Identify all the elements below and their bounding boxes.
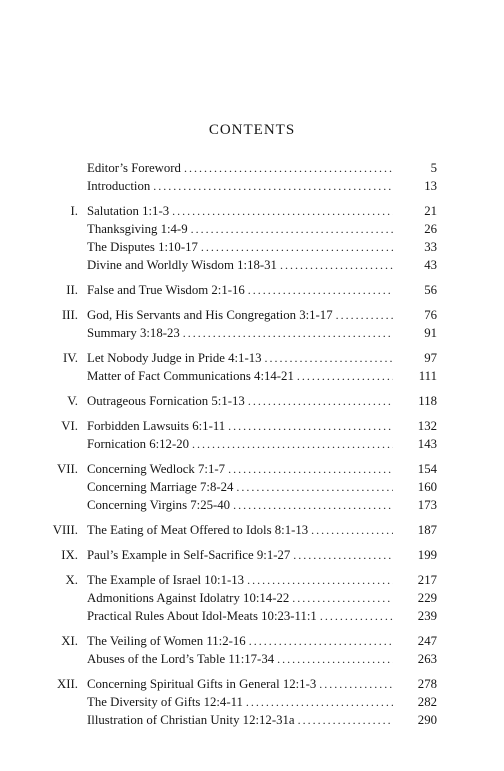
page-number: 143 — [393, 435, 437, 453]
toc-group — [0, 571, 504, 625]
dot-leader — [153, 177, 433, 195]
toc-entry-title: Outrageous Fornication 5:1-13 — [87, 394, 245, 408]
toc-entry-title: Let Nobody Judge in Pride 4:1-13 — [87, 351, 262, 365]
toc-entry — [0, 202, 504, 220]
chapter-numeral: II. — [66, 283, 78, 297]
page-number: 111 — [393, 367, 437, 385]
toc-entry-line — [87, 675, 433, 693]
page-number: 217 — [393, 571, 437, 589]
page-number: 43 — [393, 256, 437, 274]
chapter-numeral: IX. — [61, 548, 78, 562]
page-number: 13 — [393, 177, 437, 195]
toc-entry-line — [87, 546, 433, 564]
toc-entry-line — [87, 417, 433, 435]
page-number: 290 — [393, 711, 437, 729]
toc-entry-title: The Diversity of Gifts 12:4-11 — [87, 695, 243, 709]
toc-group — [0, 546, 504, 564]
toc-entry-title: Salutation 1:1-3 — [87, 204, 170, 218]
page-title: CONTENTS — [208, 122, 296, 138]
toc-entry — [0, 256, 504, 274]
chapter-numeral: VII. — [57, 462, 78, 476]
toc-group — [0, 417, 504, 453]
chapter-numeral: III. — [62, 308, 78, 322]
toc-entry-line — [87, 177, 433, 195]
toc-entry-line — [87, 478, 433, 496]
toc-entry-title: Admonitions Against Idolatry 10:14-22 — [87, 591, 290, 605]
chapter-numeral: VIII. — [52, 523, 78, 537]
toc-entry-title: Concerning Virgins 7:25-40 — [87, 498, 231, 512]
toc-group — [0, 202, 504, 274]
page-number: 76 — [393, 306, 437, 324]
toc-group — [0, 521, 504, 539]
table-of-contents — [0, 159, 504, 736]
toc-entry — [0, 711, 504, 729]
toc-entry-title: Divine and Worldly Wisdom 1:18-31 — [87, 258, 277, 272]
toc-entry — [0, 521, 504, 539]
toc-entry — [0, 546, 504, 564]
toc-entry-line — [87, 220, 433, 238]
page-number: 154 — [393, 460, 437, 478]
toc-entry-title: The Veiling of Women 11:2-16 — [87, 634, 246, 648]
toc-entry-title: God, His Servants and His Congregation 3:1-17 — [87, 308, 333, 322]
toc-entry — [0, 238, 504, 256]
toc-entry — [0, 177, 504, 195]
toc-entry — [0, 349, 504, 367]
toc-entry-line — [87, 521, 433, 539]
page-number: 21 — [393, 202, 437, 220]
toc-entry-title: Concerning Wedlock 7:1-7 — [87, 462, 226, 476]
page-number: 173 — [393, 496, 437, 514]
toc-entry — [0, 435, 504, 453]
toc-entry-line — [87, 711, 433, 729]
toc-entry-line — [87, 367, 433, 385]
toc-entry-title: Thanksgiving 1:4-9 — [87, 222, 188, 236]
page-number: 5 — [393, 159, 437, 177]
page-number: 229 — [393, 589, 437, 607]
toc-entry-title: Practical Rules About Idol-Meats 10:23-11:1 — [87, 609, 317, 623]
page-number: 278 — [393, 675, 437, 693]
toc-group — [0, 675, 504, 729]
toc-entry-line — [87, 202, 433, 220]
toc-entry-line — [87, 392, 433, 410]
page-number: 33 — [393, 238, 437, 256]
toc-entry — [0, 607, 504, 625]
page-number: 91 — [393, 324, 437, 342]
toc-entry-title: Matter of Fact Communications 4:14-21 — [87, 369, 294, 383]
toc-entry-line — [87, 496, 433, 514]
toc-entry — [0, 460, 504, 478]
page-number: 26 — [393, 220, 437, 238]
toc-entry — [0, 324, 504, 342]
toc-entry-title: Editor’s Foreword — [87, 161, 181, 175]
toc-entry-line — [87, 460, 433, 478]
toc-entry-title: Concerning Spiritual Gifts in General 12:1-3 — [87, 677, 317, 691]
toc-group — [0, 632, 504, 668]
toc-entry-line — [87, 256, 433, 274]
toc-entry-title: Illustration of Christian Unity 12:12-31a — [87, 713, 295, 727]
toc-entry — [0, 650, 504, 668]
toc-entry-title: Introduction — [87, 179, 151, 193]
toc-entry-line — [87, 159, 433, 177]
toc-entry-line — [87, 632, 433, 650]
toc-entry-line — [87, 306, 433, 324]
toc-entry-title: Forbidden Lawsuits 6:1-11 — [87, 419, 226, 433]
toc-entry — [0, 281, 504, 299]
page-number: 282 — [393, 693, 437, 711]
toc-group — [0, 159, 504, 195]
toc-entry — [0, 496, 504, 514]
toc-entry-title: Abuses of the Lord’s Table 11:17-34 — [87, 652, 275, 666]
toc-entry-title: False and True Wisdom 2:1-16 — [87, 283, 245, 297]
toc-entry — [0, 478, 504, 496]
toc-entry-line — [87, 324, 433, 342]
page-number: 239 — [393, 607, 437, 625]
toc-entry-line — [87, 693, 433, 711]
toc-entry-line — [87, 238, 433, 256]
toc-entry-title: The Disputes 1:10-17 — [87, 240, 198, 254]
chapter-numeral: I. — [70, 204, 78, 218]
chapter-numeral: VI. — [61, 419, 78, 433]
toc-entry-line — [87, 571, 433, 589]
toc-entry — [0, 693, 504, 711]
toc-entry — [0, 571, 504, 589]
toc-entry — [0, 632, 504, 650]
toc-group — [0, 349, 504, 385]
toc-entry — [0, 417, 504, 435]
toc-group — [0, 392, 504, 410]
toc-entry-line — [87, 607, 433, 625]
page-number: 160 — [393, 478, 437, 496]
page-number: 118 — [393, 392, 437, 410]
toc-entry — [0, 589, 504, 607]
toc-group — [0, 306, 504, 342]
page-number: 263 — [393, 650, 437, 668]
toc-entry — [0, 675, 504, 693]
page-number: 247 — [393, 632, 437, 650]
toc-entry-line — [87, 349, 433, 367]
page-number: 199 — [393, 546, 437, 564]
toc-entry — [0, 392, 504, 410]
toc-entry-title: The Eating of Meat Offered to Idols 8:1-13 — [87, 523, 309, 537]
page-number: 132 — [393, 417, 437, 435]
chapter-numeral: XI. — [61, 634, 78, 648]
toc-entry-title: Concerning Marriage 7:8-24 — [87, 480, 234, 494]
toc-entry-line — [87, 650, 433, 668]
toc-entry — [0, 306, 504, 324]
chapter-numeral: X. — [65, 573, 78, 587]
toc-entry-line — [87, 281, 433, 299]
toc-entry-title: Summary 3:18-23 — [87, 326, 180, 340]
page-number: 97 — [393, 349, 437, 367]
toc-group — [0, 460, 504, 514]
toc-entry — [0, 367, 504, 385]
page-number: 56 — [393, 281, 437, 299]
chapter-numeral: V. — [67, 394, 78, 408]
toc-group — [0, 281, 504, 299]
toc-entry-title: Paul’s Example in Self-Sacrifice 9:1-27 — [87, 548, 291, 562]
toc-entry-title: Fornication 6:12-20 — [87, 437, 190, 451]
chapter-numeral: XII. — [57, 677, 78, 691]
toc-entry-line — [87, 589, 433, 607]
toc-entry — [0, 159, 504, 177]
toc-entry-title: The Example of Israel 10:1-13 — [87, 573, 245, 587]
page-number: 187 — [393, 521, 437, 539]
toc-entry — [0, 220, 504, 238]
chapter-numeral: IV. — [62, 351, 78, 365]
toc-entry-line — [87, 435, 433, 453]
